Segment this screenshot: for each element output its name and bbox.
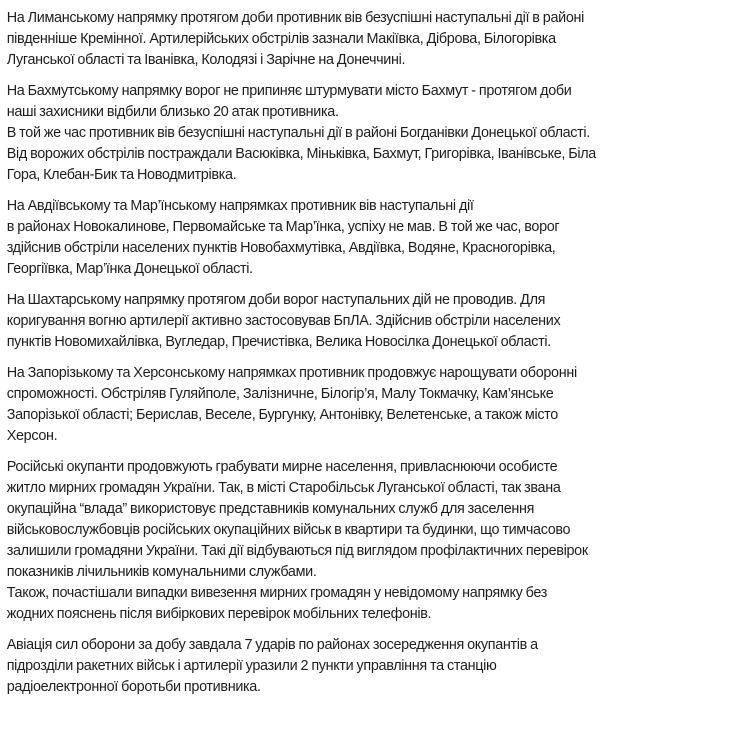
text-line: На Запорізькому та Херсонському напрямках противник продовжує нарощувати оборонні bbox=[6, 364, 577, 381]
text-line: Гора, Клебан-Бик та Новодмитрівка. bbox=[6, 166, 237, 183]
text-line: показників лічильників комунальними службами. bbox=[6, 563, 317, 580]
text-line: підрозділи ракетних військ і артилерії уразили 2 пункти управління та станцію bbox=[6, 657, 497, 674]
text-line: пунктів Новомихайлівка, Вугледар, Пречистівка, Велика Новосілка Донецької області. bbox=[6, 333, 551, 350]
text-line: наші захисники відбили близько 20 атак противника. bbox=[6, 103, 339, 120]
paragraph-aviation bbox=[7, 634, 737, 697]
text-line: військовослужбовців російських окупаційних військ в квартири та будинки, що тимчасово bbox=[6, 521, 571, 538]
text-line: На Лиманському напрямку протягом доби противник вів безуспішні наступальні дії в районі bbox=[6, 9, 585, 26]
text-line: радіоелектронної боротьби противника. bbox=[6, 678, 261, 695]
text-line: Георгіївка, Мар’їнка Донецької області. bbox=[6, 260, 253, 277]
text-line: житло мирних громадян України. Так, в місті Старобільськ Луганської області, так звана bbox=[6, 479, 561, 496]
paragraph-avdiivka-marinka bbox=[7, 195, 737, 279]
text-line: В той же час противник вів безуспішні наступальні дії в районі Богданівки Донецької області. bbox=[6, 124, 590, 141]
text-line: жодних пояснень після вибіркових перевірок мобільних телефонів. bbox=[6, 605, 432, 622]
text-line: На Бахмутському напрямку ворог не припиняє штурмувати місто Бахмут - протягом доби bbox=[6, 82, 572, 99]
text-line: Херсон. bbox=[6, 427, 58, 444]
paragraph-lyman bbox=[7, 7, 737, 70]
paragraph-zaporizhzhia-kherson bbox=[7, 362, 737, 446]
text-line: Також, почастішали випадки вивезення мирних громадян у невідомому напрямку без bbox=[6, 584, 547, 601]
text-line: спроможності. Обстріляв Гуляйполе, Залізничне, Білогір’я, Малу Токмачку, Кам’янське bbox=[6, 385, 554, 402]
text-line: На Шахтарському напрямку протягом доби ворог наступальних дій не проводив. Для bbox=[6, 291, 546, 308]
text-line: Авіація сил оборони за добу завдала 7 ударів по районах зосередження окупантів а bbox=[6, 636, 538, 653]
text-line: окупаційна “влада” використовує представників комунальних служб для заселення bbox=[6, 500, 535, 517]
paragraph-occupants bbox=[7, 456, 737, 624]
text-line: Луганської області та Іванівка, Колодязі і Зарічне на Донеччині. bbox=[6, 51, 406, 68]
text-line: в районах Новокалинове, Первомайське та Мар’їнка, успіху не мав. В той же час, ворог bbox=[6, 218, 560, 235]
paragraph-bakhmut bbox=[7, 80, 737, 185]
text-line: На Авдіївському та Мар’їнському напрямках противник вів наступальні дії bbox=[6, 197, 474, 214]
text-line: залишили громадяни України. Такі дії відбуваються під виглядом профілактичних перевірок bbox=[6, 542, 588, 559]
text-line: коригування вогню артилерії активно застосовував БпЛА. Здійснив обстріли населених bbox=[6, 312, 561, 329]
text-line: здійснив обстріли населених пунктів Новобахмутівка, Авдіївка, Водяне, Красногорівка, bbox=[6, 239, 556, 256]
text-line: Запорізької області; Берислав, Веселе, Бургунку, Антонівку, Велетенське, а також місто bbox=[6, 406, 558, 423]
text-line: Російські окупанти продовжують грабувати мирне населення, привласнюючи особисте bbox=[6, 458, 558, 475]
paragraph-shakhtarsk bbox=[7, 289, 737, 352]
text-line: Від ворожих обстрілів постраждали Васюківка, Міньківка, Бахмут, Григорівка, Іванівське, Біла bbox=[6, 145, 596, 162]
text-line: південніше Кремінної. Артилерійських обстрілів зазнали Макіївка, Діброва, Білогорівка bbox=[6, 30, 556, 47]
